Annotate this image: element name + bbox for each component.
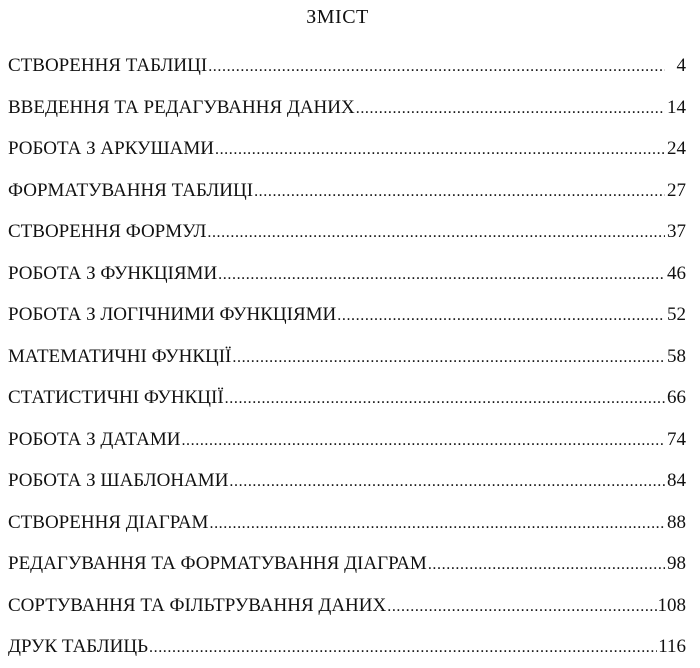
toc-entry	[8, 502, 686, 544]
toc-leader-dots	[225, 391, 665, 407]
toc-entry-label: РОБОТА З ФУНКЦІЯМИ	[8, 262, 218, 284]
toc-entry	[8, 419, 686, 461]
toc-page-number: 4	[676, 55, 686, 76]
toc-entry	[8, 45, 686, 87]
toc-entry	[8, 460, 686, 502]
toc-entry	[8, 87, 686, 129]
toc-entry-label: РОБОТА З АРКУШАМИ	[8, 138, 214, 159]
toc-page-number: 84	[667, 470, 686, 491]
toc-leader-dots	[229, 474, 665, 490]
toc-leader-dots	[215, 142, 665, 158]
toc-entry-label: РОБОТА З ЛОГІЧНИМИ ФУНКЦІЯМИ	[8, 304, 337, 325]
toc-page-number: 108	[657, 594, 686, 616]
toc-leader-dots	[208, 59, 665, 75]
toc-entry	[8, 543, 686, 585]
toc-entry-label: ДРУК ТАБЛИЦЬ	[8, 636, 148, 657]
toc-page-number: 52	[667, 304, 686, 325]
toc-entry-label: РОБОТА З ШАБЛОНАМИ	[8, 470, 229, 491]
toc-entry	[8, 585, 686, 627]
table-of-contents	[8, 45, 686, 668]
toc-entry	[8, 377, 686, 419]
toc-entry-label: РЕДАГУВАННЯ ТА ФОРМАТУВАННЯ ДІАГРАМ	[8, 553, 427, 574]
toc-entry-label: СТВОРЕННЯ ФОРМУЛ	[8, 221, 207, 242]
toc-leader-dots	[232, 350, 665, 366]
toc-page-number: 27	[667, 179, 686, 201]
toc-leader-dots	[428, 557, 665, 573]
toc-entry-label: СТАТИСТИЧНІ ФУНКЦІЇ	[8, 387, 224, 408]
toc-page-number: 66	[667, 387, 686, 408]
toc-leader-dots	[254, 184, 665, 200]
toc-page-number: 46	[667, 262, 686, 284]
toc-leader-dots	[337, 308, 665, 324]
toc-page-number: 116	[658, 636, 686, 657]
toc-entry-label: ВВЕДЕННЯ ТА РЕДАГУВАННЯ ДАНИХ	[8, 96, 355, 118]
toc-leader-dots	[218, 267, 665, 283]
toc-page-number: 37	[667, 221, 686, 242]
toc-entry-label: СТВОРЕННЯ ТАБЛИЦІ	[8, 55, 208, 76]
toc-page-number: 74	[667, 428, 686, 450]
toc-leader-dots	[181, 433, 665, 449]
toc-leader-dots	[387, 599, 656, 615]
toc-leader-dots	[149, 640, 657, 656]
toc-entry-label: МАТЕМАТИЧНІ ФУНКЦІЇ	[8, 345, 232, 367]
toc-page-number: 98	[667, 553, 686, 574]
toc-entry-label: ФОРМАТУВАННЯ ТАБЛИЦІ	[8, 179, 254, 201]
toc-entry-label: СОРТУВАННЯ ТА ФІЛЬТРУВАННЯ ДАНИХ	[8, 594, 387, 616]
toc-entry	[8, 336, 686, 378]
toc-entry	[8, 294, 686, 336]
toc-entry	[8, 170, 686, 212]
toc-page-number: 58	[667, 345, 686, 367]
toc-entry	[8, 626, 686, 668]
toc-leader-dots	[209, 516, 665, 532]
toc-entry	[8, 128, 686, 170]
toc-entry-label: СТВОРЕННЯ ДІАГРАМ	[8, 511, 209, 533]
toc-page-number: 24	[667, 138, 686, 159]
toc-entry	[8, 253, 686, 295]
toc-entry	[8, 211, 686, 253]
toc-leader-dots	[207, 225, 665, 241]
toc-entry-label: РОБОТА З ДАТАМИ	[8, 428, 181, 450]
page-title: ЗМІСТ	[306, 6, 369, 28]
toc-page-number: 14	[667, 96, 686, 118]
toc-page-number: 88	[667, 511, 686, 533]
toc-leader-dots	[356, 101, 665, 117]
